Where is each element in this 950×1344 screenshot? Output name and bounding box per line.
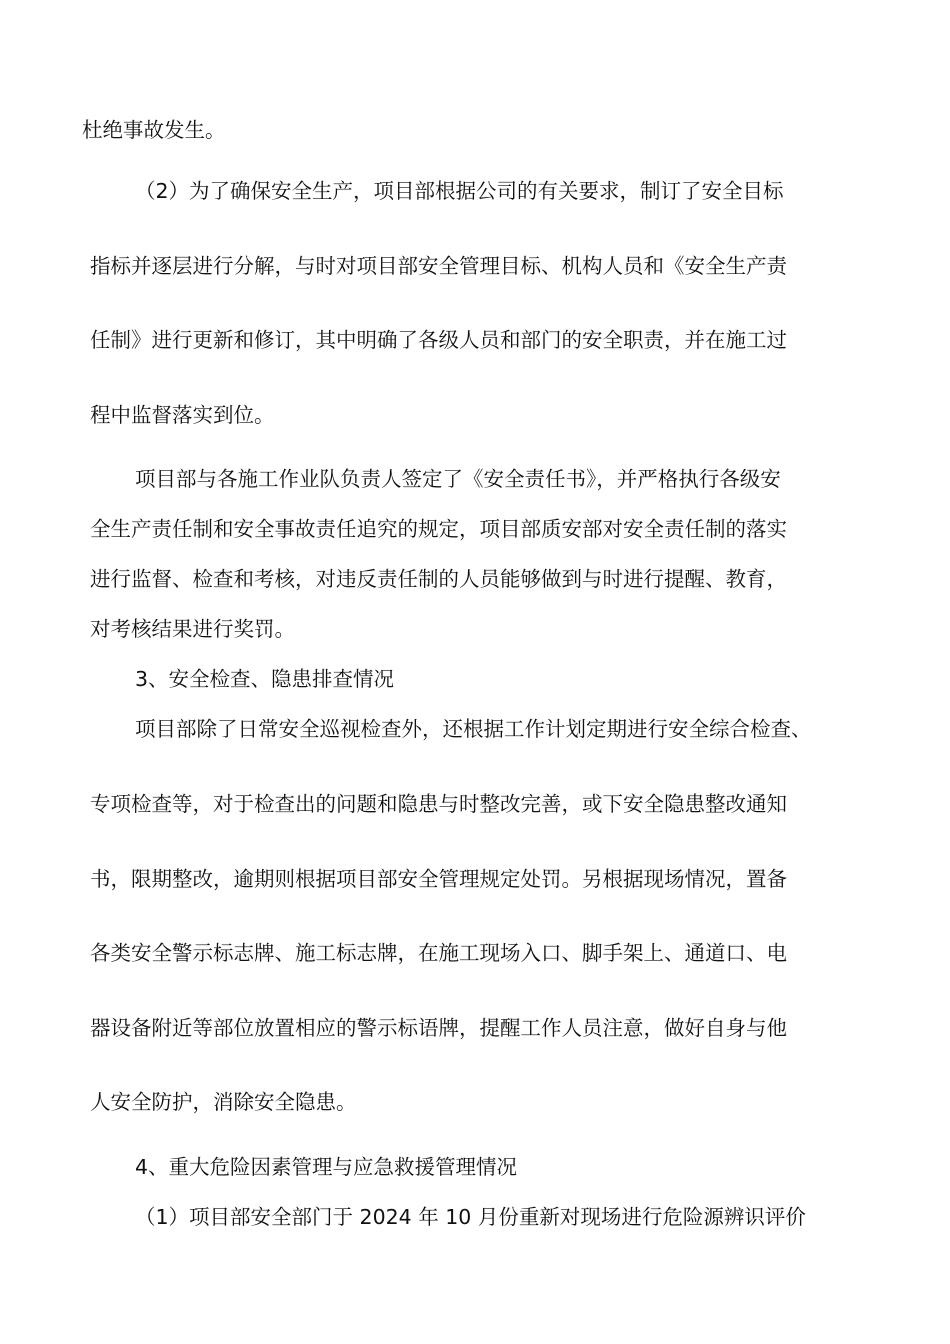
section-heading-3: 3、安全检查、隐患排查情况 bbox=[135, 667, 395, 691]
text-line-13: 书，限期整改，逾期则根据项目部安全管理规定处罚。另根据现场情况，置备 bbox=[90, 867, 787, 891]
text-line-12: 专项检查等，对于检查出的问题和隐患与时整改完善，或下安全隐患整改通知 bbox=[90, 792, 787, 816]
text-line-4: 任制》进行更新和修订，其中明确了各级人员和部门的安全职责，并在施工过 bbox=[90, 328, 787, 352]
text-line-2: （2）为了确保安全生产，项目部根据公司的有关要求，制订了安全目标 bbox=[135, 179, 784, 203]
text-line-14: 各类安全警示标志牌、施工标志牌，在施工现场入口、脚手架上、通道口、电 bbox=[90, 941, 787, 965]
text-line-15: 器设备附近等部位放置相应的警示标语牌，提醒工作人员注意，做好自身与他 bbox=[90, 1016, 787, 1040]
text-line-9: 对考核结果进行奖罚。 bbox=[90, 617, 295, 641]
text-line-6: 项目部与各施工作业队负责人签定了《安全责任书》，并严格执行各级安 bbox=[135, 467, 781, 491]
text-line-5: 程中监督落实到位。 bbox=[90, 403, 275, 427]
section-heading-4: 4、重大危险因素管理与应急救援管理情况 bbox=[135, 1155, 518, 1179]
text-line-16: 人安全防护，消除安全隐患。 bbox=[90, 1090, 357, 1114]
text-line-7: 全生产责任制和安全事故责任追究的规定，项目部质安部对安全责任制的落实 bbox=[90, 517, 787, 541]
text-line-18: （1）项目部安全部门于 2024 年 10 月份重新对现场进行危险源辨识评价 bbox=[135, 1205, 806, 1229]
text-line-11: 项目部除了日常安全巡视检查外，还根据工作计划定期进行安全综合检查、 bbox=[135, 717, 812, 741]
text-line-3: 指标并逐层进行分解，与时对项目部安全管理目标、机构人员和《安全生产责 bbox=[90, 254, 787, 278]
text-line-1: 杜绝事故发生。 bbox=[82, 118, 226, 142]
text-line-8: 进行监督、检查和考核，对违反责任制的人员能够做到与时进行提醒、教育， bbox=[90, 567, 787, 591]
